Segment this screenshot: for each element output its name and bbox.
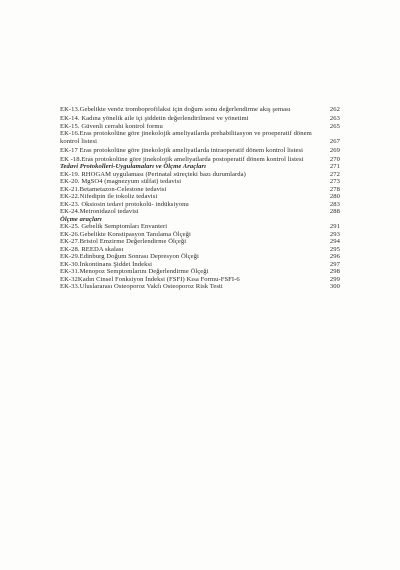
toc-section-heading [60,216,340,224]
toc-entry-text: EK-30.İnkontinans Şiddet İndeksi [60,260,153,268]
toc-entry-text: EK-28. REEDA skalası [60,245,124,253]
toc-entry [60,208,340,216]
toc-page-number: 263 [329,115,340,123]
toc-entry-text: EK-15. Güvenli cerrahi kontrol formu [60,122,163,130]
toc-entry [60,223,340,231]
toc-entry [60,238,340,246]
toc-page-number: 267 [329,137,340,145]
toc-entry [60,130,340,145]
toc-page-number: 278 [329,185,340,193]
table-of-contents [60,106,340,291]
toc-entry-text: EK-27.Bristol Emzirme Değerlendirme Ölçeği [60,238,187,246]
toc-page-number: 297 [329,260,340,268]
toc-entry-text: EK -18.Eras protokolüne göre jinekolojik ameliyatlarda postoperatif dönem kontrol listesi [60,155,304,163]
toc-entry-text: EK-21.Betametazon-Celestone tedavisi [60,185,167,193]
toc-page-number: 283 [329,200,340,208]
toc-entry-text: EK-24.Metronidazol tedavisi [60,208,139,216]
toc-entry-text: EK-29.Edinburg Doğum Sonrası Depresyon Ölçeği [60,253,199,261]
toc-page-number: 273 [329,178,340,186]
toc-entry [60,178,340,186]
toc-entry [60,231,340,239]
toc-entry-text: EK-17 Eras protokolüne göre jinekolojik ameliyatlarda intraoperatif dönem kontrol listesi [60,146,304,154]
toc-entry-text: EK-33.Uluslararası Osteoporoz Vakfı Osteoporoz Risk Testi [60,283,223,291]
toc-page-number: 294 [329,238,340,246]
toc-page-number: 270 [329,155,340,163]
toc-page-number: 271 [329,163,340,171]
toc-page-number: 272 [329,170,340,178]
toc-section-text: Tedavi Protokolleri-Uygulamaları ve Ölçme Araçları [60,163,207,171]
toc-entry [60,276,340,284]
toc-entry-text: EK-20. MgSO4 (magnezyum sülfat) tedavisi [60,178,182,186]
toc-entry [60,268,340,276]
toc-entry [60,147,340,155]
toc-page-number: 299 [329,275,340,283]
toc-page-number: 265 [329,122,340,130]
toc-entry-text: EK-22.Nifedipin ile tokoliz tedavisi [60,193,158,201]
toc-entry-text: EK-13.Gebelikte venöz tromboprofilaksi için doğum sonu değerlendirme akış şeması [60,106,291,113]
toc-entry [60,193,340,201]
toc-page-number: 269 [329,146,340,154]
toc-entry [60,201,340,209]
toc-entry-text: EK-23. Oksiosin tedavi protokolü- indüksiyonu [60,200,189,208]
toc-entry [60,106,340,114]
toc-page-number: 280 [329,193,340,201]
toc-page-number: 300 [329,283,340,291]
toc-section-text: Ölçme araçları [60,215,102,223]
toc-entry [60,246,340,254]
toc-page-number: 298 [329,268,340,276]
toc-entry [60,156,340,164]
toc-entry [60,186,340,194]
toc-entry-text: EK-31.Menopoz Semptomlarını Değerlendirme Ölçeği [60,268,209,276]
toc-entry-text: EK-19. RHOGAM uygulaması (Perinatal süreçteki bazı durumlarda) [60,170,246,178]
toc-entry [60,115,340,123]
toc-entry-text: EK-16.Eras protokolüne göre jinekolojik ameliyatlarda prehabilitasyon ve proeperatif dönem kontrol listesi [60,130,312,145]
toc-entry-text: EK-25. Gebelik Semptomları Envanteri [60,223,168,231]
toc-entry [60,261,340,269]
toc-entry [60,283,340,291]
toc-page-number: 293 [329,230,340,238]
toc-entry [60,253,340,261]
toc-entry-text: EK-32Kadın Cinsel Fonksiyon İndeksi (FSFI) Kısa Formu-FSFI-6 [60,275,240,283]
toc-entry-text: EK-26.Gebelikte Konstipasyon Tanılama Ölçeği [60,230,191,238]
toc-page-number: 262 [329,106,340,113]
toc-entry [60,171,340,179]
toc-page-number: 288 [329,208,340,216]
toc-page-number: 296 [329,253,340,261]
toc-section-heading [60,163,340,171]
toc-page-number: 295 [329,245,340,253]
toc-entry [60,123,340,131]
toc-entry-text: EK-14. Kadına yönelik aile içi şiddetin değerlendirilmesi ve yönetimi [60,115,249,123]
toc-page-number: 291 [329,223,340,231]
